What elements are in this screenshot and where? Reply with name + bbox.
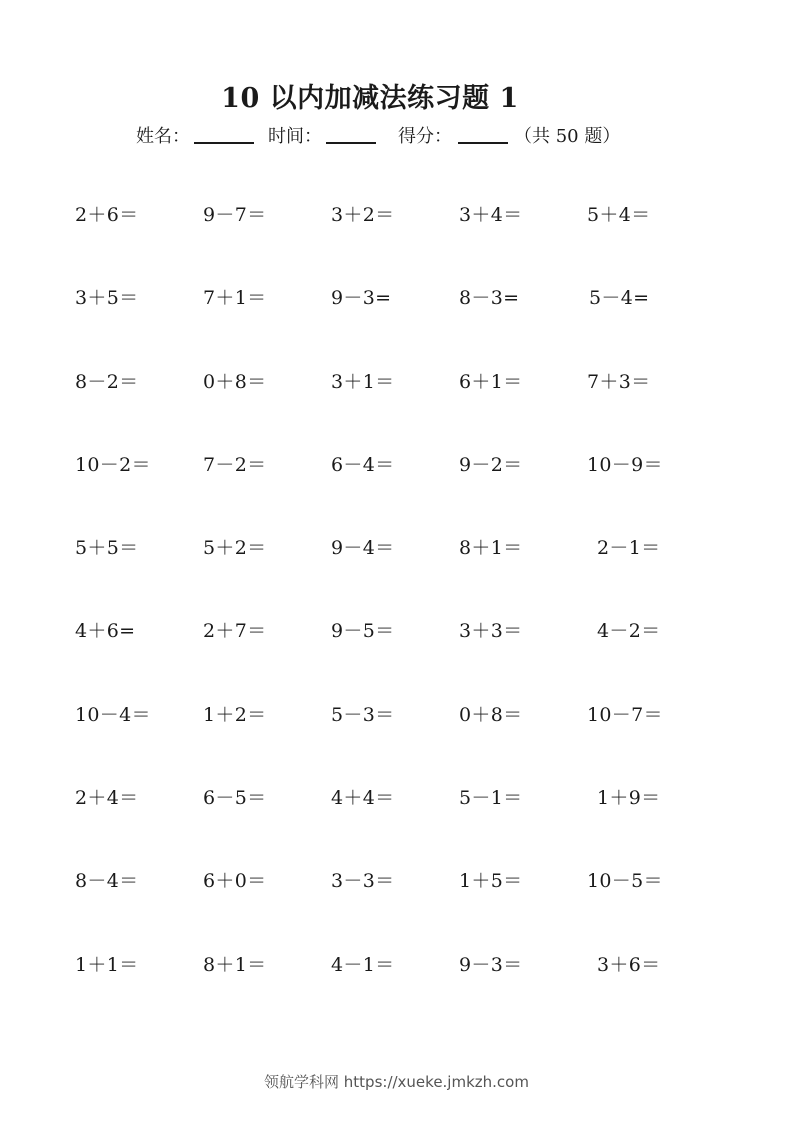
problem: 4－1＝ bbox=[331, 953, 395, 976]
problem: 5＋2＝ bbox=[203, 537, 267, 560]
problem: 7－2＝ bbox=[203, 453, 267, 476]
problem: 2＋4＝ bbox=[75, 787, 139, 810]
problem: 5－3＝ bbox=[331, 703, 395, 726]
problem: 7＋1＝ bbox=[203, 287, 267, 310]
problem: 3－3＝ bbox=[331, 870, 395, 893]
problem: 8－2＝ bbox=[75, 370, 139, 393]
problem: 10－4＝ bbox=[75, 703, 151, 726]
problem: 5－1＝ bbox=[459, 787, 523, 810]
problem: 9－2＝ bbox=[459, 453, 523, 476]
problem-row bbox=[0, 450, 793, 533]
problem-row bbox=[0, 367, 793, 450]
problem: 9－4＝ bbox=[331, 537, 395, 560]
score-label: 得分： bbox=[398, 126, 452, 147]
problem: 6＋1＝ bbox=[459, 370, 523, 393]
problem: 1＋2＝ bbox=[203, 703, 267, 726]
problem-row bbox=[0, 700, 793, 783]
problem: 2＋7＝ bbox=[203, 620, 267, 643]
problem: 9－3= bbox=[331, 287, 392, 310]
problem: 8＋1＝ bbox=[203, 953, 267, 976]
problem: 4－2＝ bbox=[597, 620, 661, 643]
score-blank[interactable] bbox=[458, 124, 508, 144]
problem: 10－7＝ bbox=[587, 703, 663, 726]
problem: 3＋4＝ bbox=[459, 204, 523, 226]
problem: 4＋6= bbox=[75, 620, 136, 643]
problem: 0＋8＝ bbox=[459, 703, 523, 726]
problem: 0＋8＝ bbox=[203, 370, 267, 393]
problem: 6－5＝ bbox=[203, 787, 267, 810]
name-label: 姓名： bbox=[136, 126, 190, 147]
total-note: （共 50 题） bbox=[514, 126, 621, 147]
problem: 2＋6＝ bbox=[75, 204, 139, 226]
problem: 3＋2＝ bbox=[331, 204, 395, 226]
name-blank[interactable] bbox=[194, 124, 254, 144]
problem: 1＋9＝ bbox=[597, 787, 661, 810]
problem-grid bbox=[0, 200, 793, 1033]
footer-watermark: 领航学科网 https://xueke.jmkzh.com bbox=[264, 1073, 529, 1091]
problem: 8＋1＝ bbox=[459, 537, 523, 560]
problem-row bbox=[0, 200, 793, 283]
problem-row bbox=[0, 950, 793, 1033]
problem: 6－4＝ bbox=[331, 453, 395, 476]
problem: 3＋3＝ bbox=[459, 620, 523, 643]
problem: 10－2＝ bbox=[75, 453, 151, 476]
problem: 5－4= bbox=[589, 287, 650, 310]
problem: 5＋5＝ bbox=[75, 537, 139, 560]
student-info-line bbox=[136, 122, 620, 148]
problem-row bbox=[0, 283, 793, 366]
problem: 10－9＝ bbox=[587, 453, 663, 476]
time-blank[interactable] bbox=[326, 124, 376, 144]
problem: 8－4＝ bbox=[75, 870, 139, 893]
problem: 3＋6＝ bbox=[597, 953, 661, 976]
problem: 9－3＝ bbox=[459, 953, 523, 976]
problem-row bbox=[0, 616, 793, 699]
problem: 9－7＝ bbox=[203, 204, 267, 226]
problem: 1＋1＝ bbox=[75, 953, 139, 976]
problem: 6＋0＝ bbox=[203, 870, 267, 893]
problem: 4＋4＝ bbox=[331, 787, 395, 810]
problem: 7＋3＝ bbox=[587, 370, 651, 393]
problem: 8－3= bbox=[459, 287, 520, 310]
problem-row bbox=[0, 533, 793, 616]
problem-row bbox=[0, 866, 793, 949]
time-label: 时间： bbox=[268, 126, 322, 147]
problem: 10－5＝ bbox=[587, 870, 663, 893]
problem-row bbox=[0, 783, 793, 866]
problem: 1＋5＝ bbox=[459, 870, 523, 893]
page-title: 10 以内加减法练习题 1 bbox=[221, 83, 519, 114]
problem: 2－1＝ bbox=[597, 537, 661, 560]
problem: 5＋4＝ bbox=[587, 204, 651, 226]
problem: 3＋1＝ bbox=[331, 370, 395, 393]
problem: 9－5＝ bbox=[331, 620, 395, 643]
problem: 3＋5＝ bbox=[75, 287, 139, 310]
